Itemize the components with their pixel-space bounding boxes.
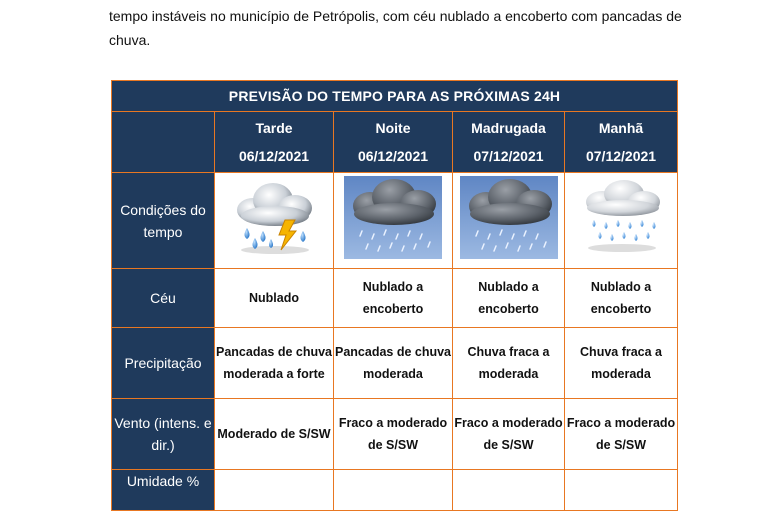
period-name: Madrugada (471, 120, 546, 136)
table-cell (334, 470, 453, 511)
table-cell (565, 470, 678, 511)
period-name: Tarde (255, 120, 293, 136)
intro-paragraph: tempo instáveis no município de Petrópolis, com céu nublado a encoberto com pancadas de chuva. (109, 8, 682, 48)
table-cell (453, 470, 565, 511)
table-cell (215, 470, 334, 511)
cloud-rain-icon (572, 176, 670, 259)
table-title: PREVISÃO DO TEMPO PARA AS PRÓXIMAS 24H (112, 81, 678, 112)
period-header-tarde (215, 112, 334, 173)
row-label-vento: Vento (intens. e dir.) (112, 399, 215, 470)
table-cell: Chuva fraca a moderada (565, 328, 678, 399)
weather-cell (565, 173, 678, 269)
period-header-noite (334, 112, 453, 173)
period-date: 06/12/2021 (238, 148, 310, 164)
period-name: Noite (375, 120, 411, 136)
weather-cell (215, 173, 334, 269)
table-cell: Fraco a moderado de S/SW (334, 399, 453, 470)
period-date: 06/12/2021 (357, 148, 429, 164)
table-cell: Nublado (215, 269, 334, 328)
table-cell: Nublado a encoberto (565, 269, 678, 328)
table-cell: Nublado a encoberto (334, 269, 453, 328)
row-label-ceu: Céu (112, 269, 215, 328)
period-date: 07/12/2021 (473, 148, 544, 164)
period-date: 07/12/2021 (585, 148, 657, 164)
weather-cell (334, 173, 453, 269)
table-cell: Nublado a encoberto (453, 269, 565, 328)
weather-cell (453, 173, 565, 269)
table-cell: Chuva fraca a moderada (453, 328, 565, 399)
thunderstorm-rain-icon (225, 176, 323, 259)
overcast-rain-icon (460, 176, 558, 259)
overcast-rain-icon (344, 176, 442, 259)
row-label-precipitacao: Precipitação (112, 328, 215, 399)
forecast-table (111, 80, 678, 511)
table-cell: Pancadas de chuva moderada (334, 328, 453, 399)
corner-cell (112, 112, 215, 173)
period-name: Manhã (598, 120, 644, 136)
period-header-manha (565, 112, 678, 173)
table-cell: Moderado de S/SW (215, 399, 334, 470)
period-header-madrugada (453, 112, 565, 173)
table-cell: Fraco a moderado de S/SW (565, 399, 678, 470)
row-label-umidade: Umidade % (112, 470, 215, 511)
table-cell: Fraco a moderado de S/SW (453, 399, 565, 470)
table-cell: Pancadas de chuva moderada a forte (215, 328, 334, 399)
row-label-condicoes: Condições do tempo (112, 173, 215, 269)
